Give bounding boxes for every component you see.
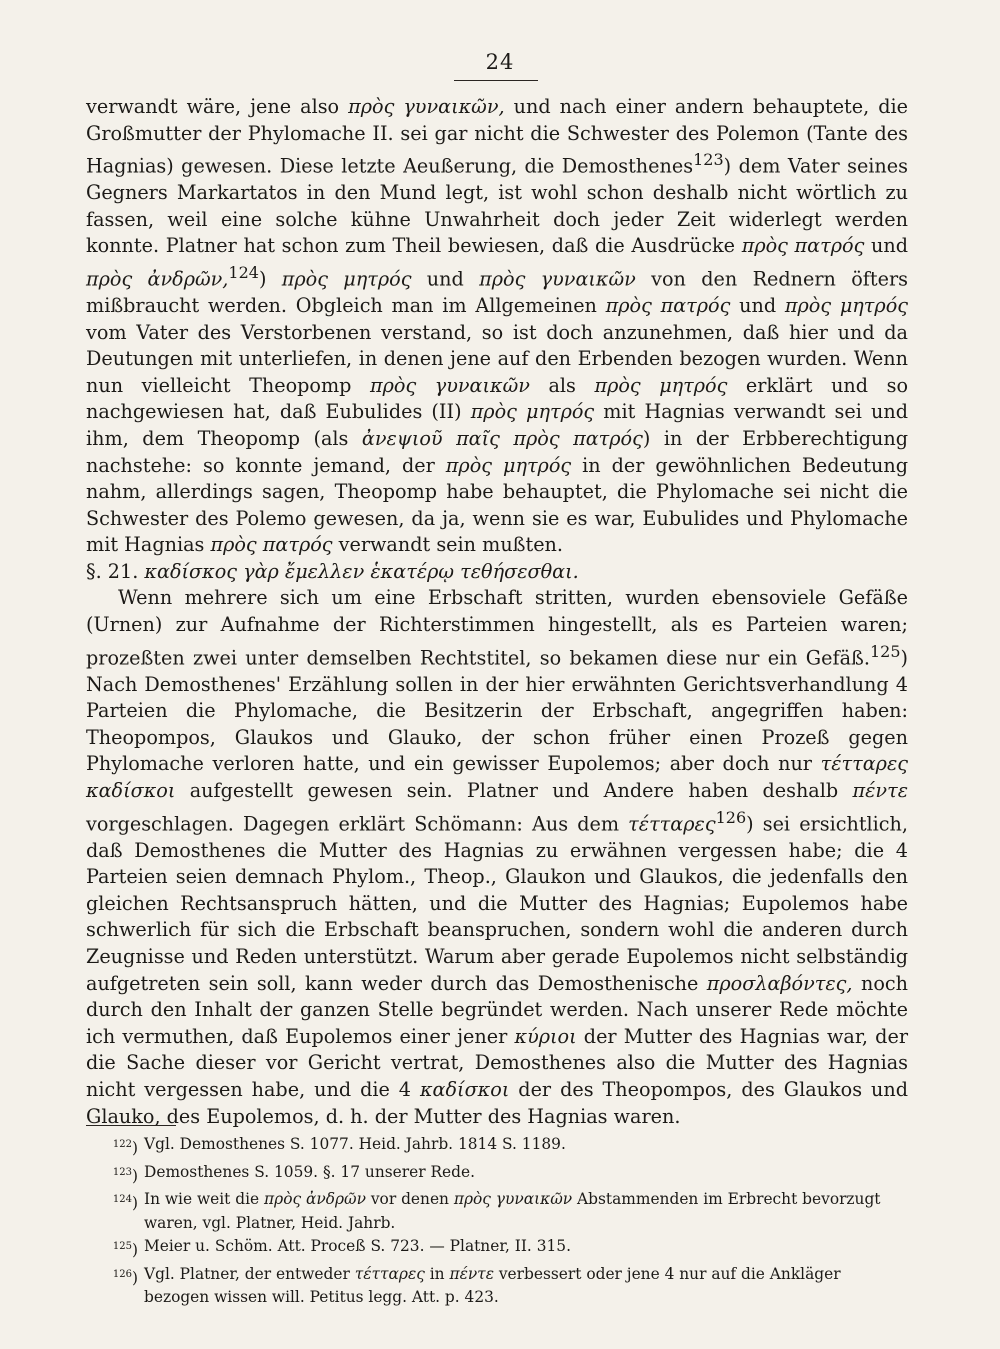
page-number: 24: [485, 50, 515, 74]
footnote-text: Meier u. Schöm. Att. Proceß S. 723. — Platner, II. 315.: [144, 1237, 571, 1256]
greek-phrase: τέτταρες καδίσκοι: [86, 752, 908, 803]
text-run: erklärt und so nachgewiesen hat, daß Eubulides (II): [86, 373, 909, 424]
text-run: Wenn mehrere sich um eine Erbschaft stritten, wurden ebensoviele Gefäße (Urnen) zur Aufnahme der Richterstimmen hingestellt, als es Parteien waren; prozeßten zwei unter demselben Rechtstitel, so bekamen diese nur ein Gefäß.: [86, 586, 908, 670]
text-run: noch durch den Inhalt der ganzen Stelle begründet werden. Nach unserer Rede möchte ich vermuthen, daß Eupolemos einer jener: [86, 971, 908, 1048]
paragraph-1: [86, 94, 908, 559]
greek-phrase: πέντε: [449, 1264, 494, 1283]
text-run: und nach einer andern behauptete, die Großmutter der Phylomache II. sei gar nicht die Schwester des Polemon (Tante des Hagnias) gewesen. Diese letzte Aeußerung, die Demosthenes: [86, 95, 909, 178]
footnote-marker: $^{125}$): [112, 1241, 138, 1260]
text-run: ) dem Vater seines Gegners Markartatos in den Mund legt, ist wohl schon deshalb nicht wörtlich zu fassen, weil eine solche kühne Unwahrheit doch jeder Zeit widerlegt werden konnte. Platner hat schon zum Theil bewiesen, daß die Ausdrücke: [86, 154, 908, 258]
text-run: ): [258, 267, 282, 291]
text-run: der Mutter des Hagnias war, der die Sache dieser vor Gericht vertrat, Demosthenes also die Mutter des Hagnias nicht vergessen habe, und die 4: [86, 1024, 908, 1101]
text-run: mit Hagnias verwandt sei und ihm, dem Theopomp (als: [86, 400, 908, 450]
footnote-ref-125[interactable]: 125: [869, 641, 901, 661]
greek-phrase: πρὸς γυναικῶν: [370, 373, 530, 397]
greek-phrase: προσλαβόντες,: [706, 971, 853, 995]
section-label: §. 21.: [86, 559, 139, 583]
text-run: vom Vater des Verstorbenen verstand, so ist doch anzunehmen, daß hier und da Deutungen mit unterliefen, in denen jene auf den Erbenden bezogen wurden. Wenn nun vielleicht Theopomp: [86, 320, 908, 397]
footnotes: [86, 1133, 908, 1310]
footnote-125: [86, 1235, 908, 1263]
text-run: verwandt wäre, jene also: [86, 95, 349, 118]
greek-phrase: πρὸς γυναικῶν: [479, 267, 636, 291]
text-run: und: [864, 234, 908, 258]
footnote-123: [86, 1161, 908, 1189]
greek-phrase: πρὸς μητρός: [470, 400, 595, 424]
greek-phrase: πρὸς γυναικῶν,: [348, 95, 505, 118]
text-run: aufgestellt gewesen sein. Platner und Andere haben deshalb: [175, 779, 853, 803]
text-run: ) Nach Demosthenes' Erzählung sollen in der hier erwähnten Gerichtsverhandlung 4 Parteien die Phylomache, die Besitzerin der Erbschaft, angegriffen haben: Theopompos, Glaukos und Glauko, der schon früher einen Prozeß gegen Phylomache verloren hatte, und ein gewisser Eupolemos; aber doch nur: [86, 646, 908, 776]
footnote-rule: [86, 1125, 176, 1126]
body-text: [86, 94, 908, 1130]
text-run: und: [411, 267, 480, 291]
footnote-ref-123[interactable]: 123: [693, 150, 724, 170]
greek-phrase: κύριοι: [514, 1024, 577, 1048]
footnote-124: [86, 1188, 908, 1235]
footnote-ref-126[interactable]: 126: [715, 807, 747, 827]
footnote-122: [86, 1133, 908, 1161]
greek-phrase: πρὸς ἀνδρῶν: [264, 1190, 366, 1209]
footnote-marker: $^{123}$): [112, 1166, 138, 1185]
text-run: und: [730, 293, 785, 317]
greek-phrase: πρὸς ἀνδρῶν,: [86, 267, 229, 291]
greek-phrase: τέτταρες: [628, 812, 716, 835]
greek-phrase: πρὸς γυναικῶν: [453, 1190, 573, 1209]
greek-phrase: πέντε: [852, 779, 908, 803]
footnote-126: [86, 1263, 908, 1310]
footnote-text: Vgl. Demosthenes S. 1077. Heid. Jahrb. 1814 S. 1189.: [144, 1135, 566, 1153]
text-run: verwandt sein mußten.: [332, 533, 564, 557]
footnote-text: Demosthenes S. 1059. §. 17 unserer Rede.: [144, 1162, 476, 1181]
section-greek-quote: καδίσκος γὰρ ἔμελλεν ἑκατέρῳ τεθήσεσθαι.: [144, 559, 579, 583]
greek-phrase: τέτταρες: [354, 1264, 425, 1283]
greek-phrase: πρὸς μητρός: [281, 267, 412, 291]
greek-phrase: πρὸς μητρός: [594, 373, 728, 397]
footnote-marker: $^{126}$): [112, 1268, 138, 1287]
greek-phrase: καδίσκοι: [419, 1077, 510, 1101]
text-run: in der gewöhnlichen Bedeutung nahm, allerdings sagen, Theopomp habe behauptet, die Phylomache sei nicht die Schwester des Polemo gewesen, da ja, wenn sie es war, Eubulides und Phylomache mit Hagnias: [86, 453, 908, 557]
greek-phrase: πρὸς πατρός: [605, 293, 731, 317]
greek-phrase: πρὸς μητρός: [445, 453, 572, 477]
footnote-marker: $^{122}$): [112, 1139, 138, 1158]
footnote-ref-124[interactable]: 124: [228, 262, 259, 282]
footnote-marker: $^{124}$): [112, 1194, 138, 1213]
greek-phrase: πρὸς πατρός: [210, 533, 333, 557]
greek-phrase: ἀνεψιοῦ παῖς πρὸς πατρός: [361, 426, 643, 450]
footnote-text: In wie weit die πρὸς ἀνδρῶν vor denen πρὸς γυναικῶν Abstammenden im Erbrecht bevorzugt waren, vgl. Platner, Heid. Jahrb.: [144, 1190, 881, 1232]
text-run: als: [529, 373, 595, 397]
text-run: der des Theopompos, des Glaukos und Glauko, des Eupolemos, d. h. der Mutter des Hagnias waren.: [86, 1077, 909, 1128]
greek-phrase: πρὸς πατρός: [741, 234, 865, 258]
header-rule: [454, 80, 538, 81]
text-run: von den Rednern öfters mißbraucht werden. Obgleich man im Allgemeinen: [86, 267, 908, 317]
paragraph-2: [86, 585, 908, 1130]
section-heading: [86, 559, 908, 586]
text-run: vorgeschlagen. Dagegen erklärt Schömann: Aus dem: [86, 812, 629, 835]
greek-phrase: πρὸς μητρός: [784, 293, 908, 317]
footnote-text: Vgl. Platner, der entweder τέτταρες in πέντε verbessert oder jene 4 nur auf die Ankläger bezogen wissen will. Petitus legg. Att. p. 423.: [144, 1264, 841, 1307]
text-run: ) sei ersichtlich, daß Demosthenes die Mutter des Hagnias zu erwähnen vergessen habe; die 4 Parteien seien demnach Phylom., Theop., Glaukon und Glaukos, die jedenfalls den gleichen Rechtsanspruch hätten, und die Mutter des Hagnias; Eupolemos habe schwerlich für sich die Erbschaft beanspruchen, sondern wohl die anderen durch Zeugnisse und Reden unterstützt. Warum aber gerade Eupolemos nicht selbständig aufgetreten sein soll, kann weder durch das Demosthenische: [86, 812, 908, 995]
text-run: ) in der Erbberechtigung nachstehe: so konnte jemand, der: [86, 426, 908, 477]
